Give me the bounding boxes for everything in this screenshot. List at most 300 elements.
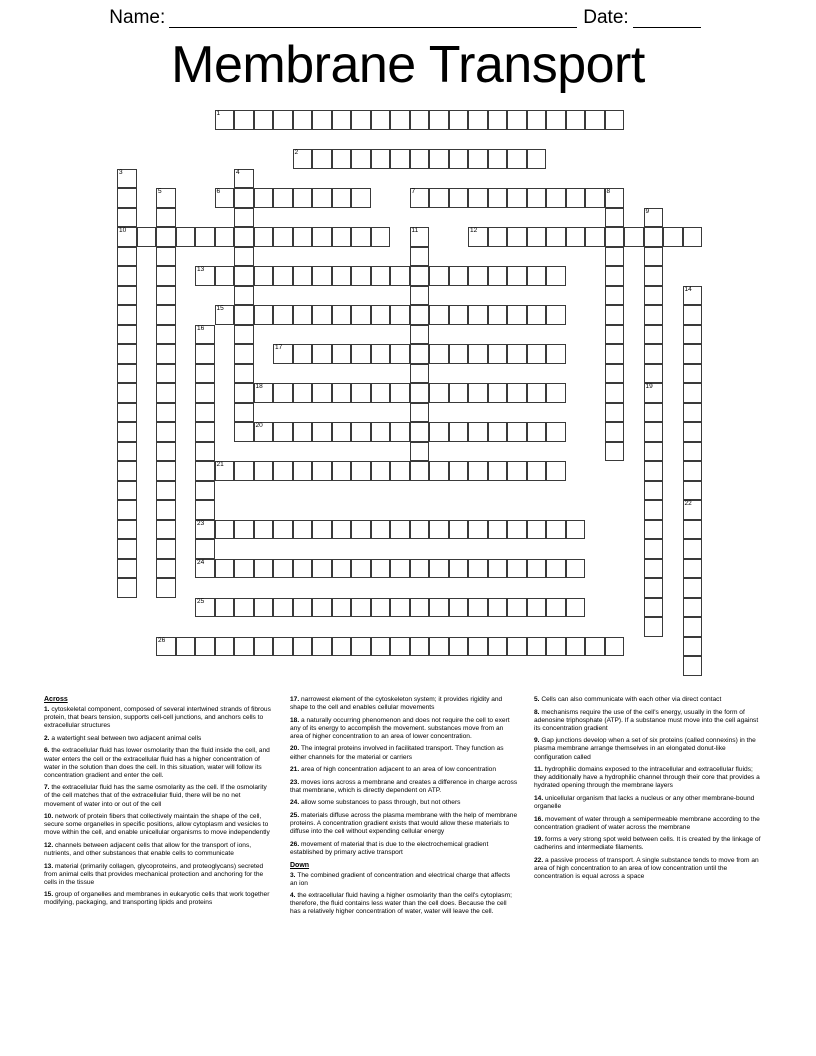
crossword-cell[interactable] — [644, 305, 664, 325]
crossword-cell[interactable] — [644, 247, 664, 267]
crossword-cell[interactable] — [156, 208, 176, 228]
crossword-cell[interactable] — [605, 383, 625, 403]
crossword-cell[interactable] — [585, 188, 605, 208]
crossword-cell[interactable] — [156, 403, 176, 423]
crossword-cell[interactable] — [546, 520, 566, 540]
crossword-cell[interactable] — [234, 227, 254, 247]
crossword-cell[interactable] — [312, 520, 332, 540]
crossword-cell[interactable] — [273, 305, 293, 325]
crossword-cell[interactable] — [215, 461, 235, 481]
crossword-cell[interactable] — [410, 403, 430, 423]
crossword-cell[interactable] — [254, 227, 274, 247]
crossword-cell[interactable] — [429, 110, 449, 130]
crossword-cell[interactable] — [644, 598, 664, 618]
crossword-cell[interactable] — [546, 559, 566, 579]
crossword-cell[interactable] — [156, 422, 176, 442]
crossword-cell[interactable] — [410, 149, 430, 169]
crossword-cell[interactable] — [254, 110, 274, 130]
crossword-cell[interactable] — [488, 149, 508, 169]
crossword-cell[interactable] — [566, 559, 586, 579]
crossword-cell[interactable] — [605, 208, 625, 228]
crossword-cell[interactable] — [683, 286, 703, 306]
crossword-cell[interactable] — [332, 383, 352, 403]
crossword-cell[interactable] — [156, 188, 176, 208]
crossword-cell[interactable] — [468, 559, 488, 579]
crossword-cell[interactable] — [293, 266, 313, 286]
crossword-cell[interactable] — [234, 286, 254, 306]
crossword-cell[interactable] — [234, 110, 254, 130]
crossword-cell[interactable] — [449, 422, 469, 442]
crossword-cell[interactable] — [488, 637, 508, 657]
crossword-cell[interactable] — [468, 422, 488, 442]
crossword-cell[interactable] — [117, 169, 137, 189]
crossword-cell[interactable] — [117, 578, 137, 598]
crossword-cell[interactable] — [117, 500, 137, 520]
crossword-cell[interactable] — [332, 266, 352, 286]
crossword-cell[interactable] — [390, 149, 410, 169]
crossword-cell[interactable] — [507, 344, 527, 364]
crossword-cell[interactable] — [195, 442, 215, 462]
crossword-cell[interactable] — [410, 559, 430, 579]
crossword-cell[interactable] — [351, 305, 371, 325]
crossword-cell[interactable] — [156, 247, 176, 267]
crossword-cell[interactable] — [156, 481, 176, 501]
crossword-cell[interactable] — [215, 559, 235, 579]
crossword-cell[interactable] — [234, 637, 254, 657]
crossword-cell[interactable] — [429, 266, 449, 286]
crossword-cell[interactable] — [527, 149, 547, 169]
crossword-cell[interactable] — [293, 344, 313, 364]
crossword-cell[interactable] — [585, 110, 605, 130]
crossword-cell[interactable] — [293, 598, 313, 618]
crossword-cell[interactable] — [410, 461, 430, 481]
crossword-cell[interactable] — [293, 461, 313, 481]
crossword-cell[interactable] — [507, 383, 527, 403]
crossword-cell[interactable] — [371, 559, 391, 579]
crossword-cell[interactable] — [195, 500, 215, 520]
crossword-cell[interactable] — [644, 422, 664, 442]
crossword-cell[interactable] — [527, 266, 547, 286]
crossword-cell[interactable] — [546, 422, 566, 442]
crossword-cell[interactable] — [254, 520, 274, 540]
crossword-cell[interactable] — [488, 461, 508, 481]
crossword-cell[interactable] — [410, 442, 430, 462]
crossword-cell[interactable] — [546, 227, 566, 247]
crossword-cell[interactable] — [371, 344, 391, 364]
crossword-cell[interactable] — [390, 461, 410, 481]
crossword-cell[interactable] — [273, 637, 293, 657]
crossword-cell[interactable] — [234, 169, 254, 189]
crossword-cell[interactable] — [390, 266, 410, 286]
crossword-cell[interactable] — [527, 520, 547, 540]
crossword-cell[interactable] — [624, 227, 644, 247]
crossword-cell[interactable] — [312, 149, 332, 169]
crossword-cell[interactable] — [683, 481, 703, 501]
crossword-cell[interactable] — [644, 520, 664, 540]
crossword-cell[interactable] — [254, 266, 274, 286]
crossword-cell[interactable] — [117, 461, 137, 481]
crossword-cell[interactable] — [507, 110, 527, 130]
crossword-cell[interactable] — [683, 383, 703, 403]
crossword-cell[interactable] — [390, 110, 410, 130]
crossword-cell[interactable] — [332, 344, 352, 364]
crossword-cell[interactable] — [312, 305, 332, 325]
crossword-cell[interactable] — [468, 461, 488, 481]
crossword-cell[interactable] — [117, 305, 137, 325]
crossword-cell[interactable] — [273, 266, 293, 286]
crossword-cell[interactable] — [507, 266, 527, 286]
crossword-cell[interactable] — [488, 188, 508, 208]
crossword-cell[interactable] — [156, 383, 176, 403]
crossword-cell[interactable] — [371, 422, 391, 442]
crossword-cell[interactable] — [312, 383, 332, 403]
crossword-cell[interactable] — [644, 383, 664, 403]
crossword-cell[interactable] — [507, 422, 527, 442]
crossword-cell[interactable] — [410, 383, 430, 403]
crossword-cell[interactable] — [351, 266, 371, 286]
crossword-cell[interactable] — [293, 383, 313, 403]
crossword-cell[interactable] — [117, 364, 137, 384]
crossword-cell[interactable] — [527, 344, 547, 364]
crossword-cell[interactable] — [156, 227, 176, 247]
crossword-cell[interactable] — [429, 559, 449, 579]
crossword-cell[interactable] — [156, 461, 176, 481]
crossword-cell[interactable] — [683, 325, 703, 345]
crossword-cell[interactable] — [254, 305, 274, 325]
crossword-cell[interactable] — [312, 266, 332, 286]
crossword-cell[interactable] — [546, 344, 566, 364]
crossword-cell[interactable] — [390, 598, 410, 618]
crossword-cell[interactable] — [566, 188, 586, 208]
crossword-cell[interactable] — [312, 461, 332, 481]
crossword-cell[interactable] — [527, 383, 547, 403]
crossword-cell[interactable] — [351, 520, 371, 540]
crossword-cell[interactable] — [410, 305, 430, 325]
crossword-cell[interactable] — [585, 227, 605, 247]
crossword-cell[interactable] — [312, 637, 332, 657]
crossword-cell[interactable] — [195, 481, 215, 501]
crossword-cell[interactable] — [234, 364, 254, 384]
crossword-cell[interactable] — [215, 520, 235, 540]
crossword-cell[interactable] — [371, 110, 391, 130]
crossword-cell[interactable] — [117, 188, 137, 208]
crossword-cell[interactable] — [312, 110, 332, 130]
crossword-cell[interactable] — [293, 520, 313, 540]
crossword-cell[interactable] — [468, 383, 488, 403]
crossword-cell[interactable] — [273, 344, 293, 364]
crossword-cell[interactable] — [605, 305, 625, 325]
crossword-cell[interactable] — [117, 286, 137, 306]
crossword-cell[interactable] — [156, 520, 176, 540]
crossword-cell[interactable] — [644, 325, 664, 345]
crossword-cell[interactable] — [117, 422, 137, 442]
crossword-cell[interactable] — [566, 110, 586, 130]
crossword-cell[interactable] — [156, 286, 176, 306]
crossword-cell[interactable] — [566, 637, 586, 657]
crossword-cell[interactable] — [117, 481, 137, 501]
crossword-cell[interactable] — [390, 383, 410, 403]
crossword-cell[interactable] — [605, 110, 625, 130]
crossword-cell[interactable] — [410, 188, 430, 208]
crossword-cell[interactable] — [215, 188, 235, 208]
crossword-cell[interactable] — [156, 305, 176, 325]
crossword-cell[interactable] — [566, 227, 586, 247]
crossword-cell[interactable] — [683, 227, 703, 247]
crossword-cell[interactable] — [117, 266, 137, 286]
crossword-cell[interactable] — [215, 637, 235, 657]
crossword-cell[interactable] — [429, 383, 449, 403]
crossword-cell[interactable] — [468, 637, 488, 657]
crossword-cell[interactable] — [410, 637, 430, 657]
crossword-cell[interactable] — [410, 520, 430, 540]
crossword-cell[interactable] — [683, 422, 703, 442]
crossword-cell[interactable] — [410, 344, 430, 364]
crossword-cell[interactable] — [195, 403, 215, 423]
crossword-cell[interactable] — [644, 500, 664, 520]
crossword-cell[interactable] — [195, 637, 215, 657]
crossword-cell[interactable] — [683, 578, 703, 598]
crossword-cell[interactable] — [293, 559, 313, 579]
crossword-cell[interactable] — [351, 422, 371, 442]
crossword-cell[interactable] — [273, 383, 293, 403]
crossword-cell[interactable] — [371, 461, 391, 481]
crossword-cell[interactable] — [195, 559, 215, 579]
crossword-cell[interactable] — [644, 617, 664, 637]
crossword-cell[interactable] — [527, 305, 547, 325]
crossword-cell[interactable] — [683, 559, 703, 579]
crossword-cell[interactable] — [156, 266, 176, 286]
crossword-cell[interactable] — [390, 422, 410, 442]
crossword-cell[interactable] — [234, 305, 254, 325]
crossword-cell[interactable] — [488, 520, 508, 540]
crossword-cell[interactable] — [507, 559, 527, 579]
crossword-cell[interactable] — [234, 266, 254, 286]
crossword-cell[interactable] — [468, 110, 488, 130]
crossword-cell[interactable] — [566, 520, 586, 540]
crossword-cell[interactable] — [332, 637, 352, 657]
crossword-cell[interactable] — [429, 344, 449, 364]
crossword-cell[interactable] — [293, 227, 313, 247]
crossword-cell[interactable] — [117, 520, 137, 540]
crossword-cell[interactable] — [117, 539, 137, 559]
crossword-cell[interactable] — [410, 247, 430, 267]
crossword-cell[interactable] — [351, 149, 371, 169]
crossword-cell[interactable] — [312, 344, 332, 364]
crossword-cell[interactable] — [683, 520, 703, 540]
crossword-cell[interactable] — [429, 149, 449, 169]
crossword-cell[interactable] — [293, 149, 313, 169]
crossword-cell[interactable] — [117, 403, 137, 423]
crossword-cell[interactable] — [644, 481, 664, 501]
crossword-cell[interactable] — [449, 344, 469, 364]
crossword-cell[interactable] — [176, 637, 196, 657]
crossword-cell[interactable] — [488, 559, 508, 579]
crossword-cell[interactable] — [644, 286, 664, 306]
crossword-cell[interactable] — [234, 383, 254, 403]
crossword-cell[interactable] — [156, 325, 176, 345]
crossword-cell[interactable] — [234, 598, 254, 618]
crossword-cell[interactable] — [683, 500, 703, 520]
crossword-cell[interactable] — [293, 110, 313, 130]
crossword-cell[interactable] — [429, 305, 449, 325]
crossword-cell[interactable] — [195, 325, 215, 345]
crossword-cell[interactable] — [351, 637, 371, 657]
crossword-cell[interactable] — [332, 598, 352, 618]
crossword-cell[interactable] — [390, 344, 410, 364]
crossword-cell[interactable] — [449, 598, 469, 618]
crossword-cell[interactable] — [371, 637, 391, 657]
crossword-cell[interactable] — [351, 110, 371, 130]
crossword-cell[interactable] — [683, 656, 703, 676]
crossword-cell[interactable] — [507, 598, 527, 618]
crossword-cell[interactable] — [351, 383, 371, 403]
crossword-cell[interactable] — [254, 598, 274, 618]
crossword-cell[interactable] — [644, 578, 664, 598]
crossword-cell[interactable] — [195, 422, 215, 442]
crossword-cell[interactable] — [468, 149, 488, 169]
crossword-cell[interactable] — [410, 598, 430, 618]
crossword-cell[interactable] — [351, 598, 371, 618]
crossword-cell[interactable] — [390, 520, 410, 540]
crossword-cell[interactable] — [273, 461, 293, 481]
crossword-cell[interactable] — [605, 637, 625, 657]
crossword-cell[interactable] — [332, 149, 352, 169]
crossword-cell[interactable] — [644, 442, 664, 462]
crossword-cell[interactable] — [644, 266, 664, 286]
crossword-cell[interactable] — [254, 461, 274, 481]
crossword-cell[interactable] — [644, 344, 664, 364]
crossword-cell[interactable] — [527, 110, 547, 130]
crossword-cell[interactable] — [215, 598, 235, 618]
crossword-cell[interactable] — [234, 208, 254, 228]
crossword-cell[interactable] — [312, 227, 332, 247]
crossword-cell[interactable] — [546, 266, 566, 286]
crossword-cell[interactable] — [527, 188, 547, 208]
crossword-cell[interactable] — [468, 305, 488, 325]
crossword-cell[interactable] — [234, 461, 254, 481]
crossword-cell[interactable] — [468, 344, 488, 364]
crossword-cell[interactable] — [429, 422, 449, 442]
crossword-cell[interactable] — [488, 110, 508, 130]
crossword-cell[interactable] — [644, 559, 664, 579]
crossword-cell[interactable] — [117, 559, 137, 579]
crossword-cell[interactable] — [117, 442, 137, 462]
crossword-cell[interactable] — [156, 637, 176, 657]
crossword-cell[interactable] — [683, 442, 703, 462]
crossword-cell[interactable] — [468, 227, 488, 247]
crossword-cell[interactable] — [234, 422, 254, 442]
crossword-cell[interactable] — [332, 110, 352, 130]
crossword-cell[interactable] — [546, 598, 566, 618]
crossword-cell[interactable] — [293, 637, 313, 657]
crossword-cell[interactable] — [156, 539, 176, 559]
crossword-cell[interactable] — [546, 383, 566, 403]
crossword-cell[interactable] — [312, 188, 332, 208]
crossword-cell[interactable] — [215, 305, 235, 325]
crossword-cell[interactable] — [273, 559, 293, 579]
crossword-cell[interactable] — [273, 227, 293, 247]
crossword-cell[interactable] — [410, 227, 430, 247]
crossword-cell[interactable] — [117, 247, 137, 267]
crossword-cell[interactable] — [390, 637, 410, 657]
crossword-cell[interactable] — [488, 227, 508, 247]
crossword-cell[interactable] — [273, 520, 293, 540]
crossword-cell[interactable] — [644, 227, 664, 247]
crossword-cell[interactable] — [195, 364, 215, 384]
crossword-cell[interactable] — [137, 227, 157, 247]
crossword-cell[interactable] — [312, 559, 332, 579]
crossword-cell[interactable] — [546, 305, 566, 325]
crossword-cell[interactable] — [449, 383, 469, 403]
crossword-cell[interactable] — [351, 559, 371, 579]
crossword-grid[interactable] — [117, 110, 717, 680]
crossword-cell[interactable] — [527, 227, 547, 247]
crossword-cell[interactable] — [254, 383, 274, 403]
crossword-cell[interactable] — [507, 188, 527, 208]
crossword-cell[interactable] — [429, 461, 449, 481]
crossword-cell[interactable] — [273, 110, 293, 130]
crossword-cell[interactable] — [351, 344, 371, 364]
crossword-cell[interactable] — [410, 364, 430, 384]
crossword-cell[interactable] — [429, 520, 449, 540]
crossword-cell[interactable] — [683, 637, 703, 657]
crossword-cell[interactable] — [449, 266, 469, 286]
crossword-cell[interactable] — [429, 637, 449, 657]
crossword-cell[interactable] — [195, 266, 215, 286]
crossword-cell[interactable] — [683, 364, 703, 384]
crossword-cell[interactable] — [527, 637, 547, 657]
crossword-cell[interactable] — [215, 110, 235, 130]
crossword-cell[interactable] — [449, 637, 469, 657]
crossword-cell[interactable] — [234, 520, 254, 540]
crossword-cell[interactable] — [605, 325, 625, 345]
crossword-cell[interactable] — [683, 598, 703, 618]
crossword-cell[interactable] — [488, 305, 508, 325]
crossword-cell[interactable] — [449, 559, 469, 579]
crossword-cell[interactable] — [332, 227, 352, 247]
crossword-cell[interactable] — [644, 461, 664, 481]
crossword-cell[interactable] — [332, 559, 352, 579]
crossword-cell[interactable] — [449, 149, 469, 169]
crossword-cell[interactable] — [507, 637, 527, 657]
crossword-cell[interactable] — [273, 188, 293, 208]
crossword-cell[interactable] — [546, 110, 566, 130]
crossword-cell[interactable] — [156, 442, 176, 462]
crossword-cell[interactable] — [605, 442, 625, 462]
crossword-cell[interactable] — [195, 383, 215, 403]
crossword-cell[interactable] — [195, 598, 215, 618]
crossword-cell[interactable] — [371, 266, 391, 286]
crossword-cell[interactable] — [312, 422, 332, 442]
crossword-cell[interactable] — [683, 344, 703, 364]
crossword-cell[interactable] — [683, 539, 703, 559]
crossword-cell[interactable] — [605, 364, 625, 384]
crossword-cell[interactable] — [156, 559, 176, 579]
crossword-cell[interactable] — [429, 188, 449, 208]
crossword-cell[interactable] — [605, 188, 625, 208]
crossword-cell[interactable] — [546, 461, 566, 481]
crossword-cell[interactable] — [273, 422, 293, 442]
crossword-cell[interactable] — [663, 227, 683, 247]
crossword-cell[interactable] — [546, 637, 566, 657]
crossword-cell[interactable] — [254, 559, 274, 579]
crossword-cell[interactable] — [215, 227, 235, 247]
crossword-cell[interactable] — [351, 188, 371, 208]
crossword-cell[interactable] — [332, 188, 352, 208]
crossword-cell[interactable] — [488, 266, 508, 286]
crossword-cell[interactable] — [546, 188, 566, 208]
crossword-cell[interactable] — [293, 422, 313, 442]
